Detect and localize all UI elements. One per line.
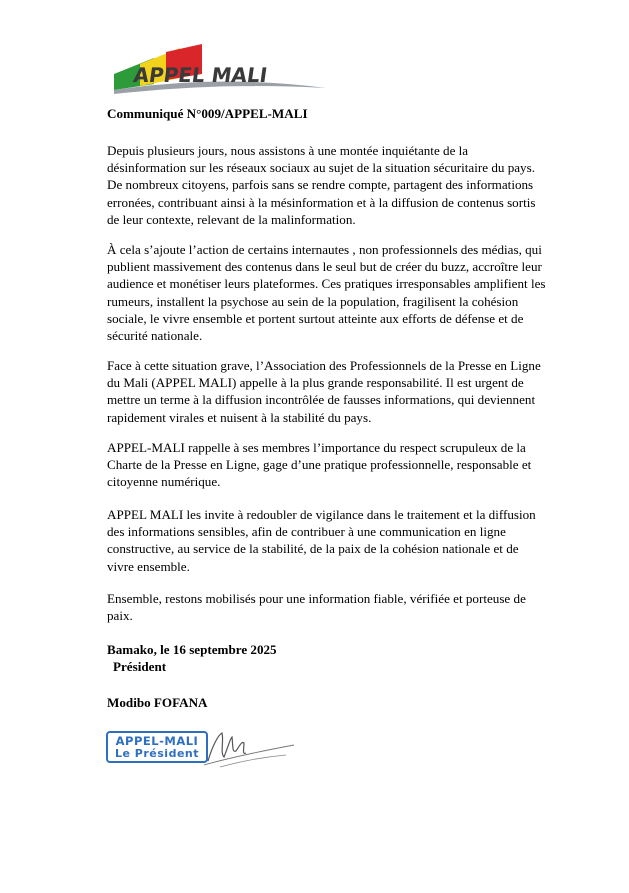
signatory-role: Président	[113, 659, 167, 674]
place-date: Bamako, le 16 septembre 2025	[107, 642, 277, 657]
paragraph-disinformation: Depuis plusieurs jours, nous assistons à une montée inquiétante de la désinformation sur les réseaux sociaux au sujet de la situation sécuritaire du pays. De nombreux citoyens, parfois sans se rendre compte, partagent des informations erronées, contribuant ainsi à la mésinformation et à la diffusion de contenus sortis de leur contexte, relevant de la malinformation.	[107, 143, 536, 227]
communique-title: Communiqué N°009/APPEL-MALI	[107, 106, 308, 121]
stamp-line-1: APPEL-MALI	[115, 734, 199, 748]
paragraph-conclusion: Ensemble, restons mobilisés pour une information fiable, vérifiée et porteuse de paix.	[107, 591, 526, 624]
paragraph-responsabilite: Face à cette situation grave, l’Association des Professionnels de la Presse en Ligne du Mali (APPEL MALI) appelle à la plus grande responsabilité. Il est urgent de mettre un terme à la diffusion incontrôlée de fausses informations, qui deviennent rapidement virales et nuisent à la stabilité du pays.	[107, 358, 541, 425]
logo-text: APPEL MALI	[131, 63, 269, 87]
stamp-signature-area	[106, 727, 296, 773]
appel-mali-logo	[110, 44, 330, 96]
signatory-name: Modibo FOFANA	[107, 695, 208, 710]
stamp-line-2: Le Président	[115, 747, 199, 760]
handwritten-signature	[202, 727, 296, 773]
paragraph-vigilance: APPEL MALI les invite à redoubler de vigilance dans le traitement et la diffusion des informations sensibles, afin de contribuer à une communication en ligne constructive, au service de la stabilité, de la paix de la cohésion nationale et de vivre ensemble.	[107, 507, 536, 574]
paragraph-internautes: À cela s’ajoute l’action de certains internautes , non professionnels des médias, qui publient massivement des contenus dans le seul but de créer du buzz, accroître leur audience et monétiser leurs plateformes. Ces pratiques irresponsables amplifient les rumeurs, installent la psychose au sein de la population, fragilisent la cohésion sociale, le vivre ensemble et portent surtout atteinte aux efforts de défense et de sécurité nationale.	[107, 242, 546, 344]
president-stamp	[106, 731, 208, 763]
paragraph-charte: APPEL-MALI rappelle à ses membres l’importance du respect scrupuleux de la Charte de la Presse en Ligne, gage d’une pratique professionnelle, responsable et citoyenne numérique.	[107, 440, 532, 490]
